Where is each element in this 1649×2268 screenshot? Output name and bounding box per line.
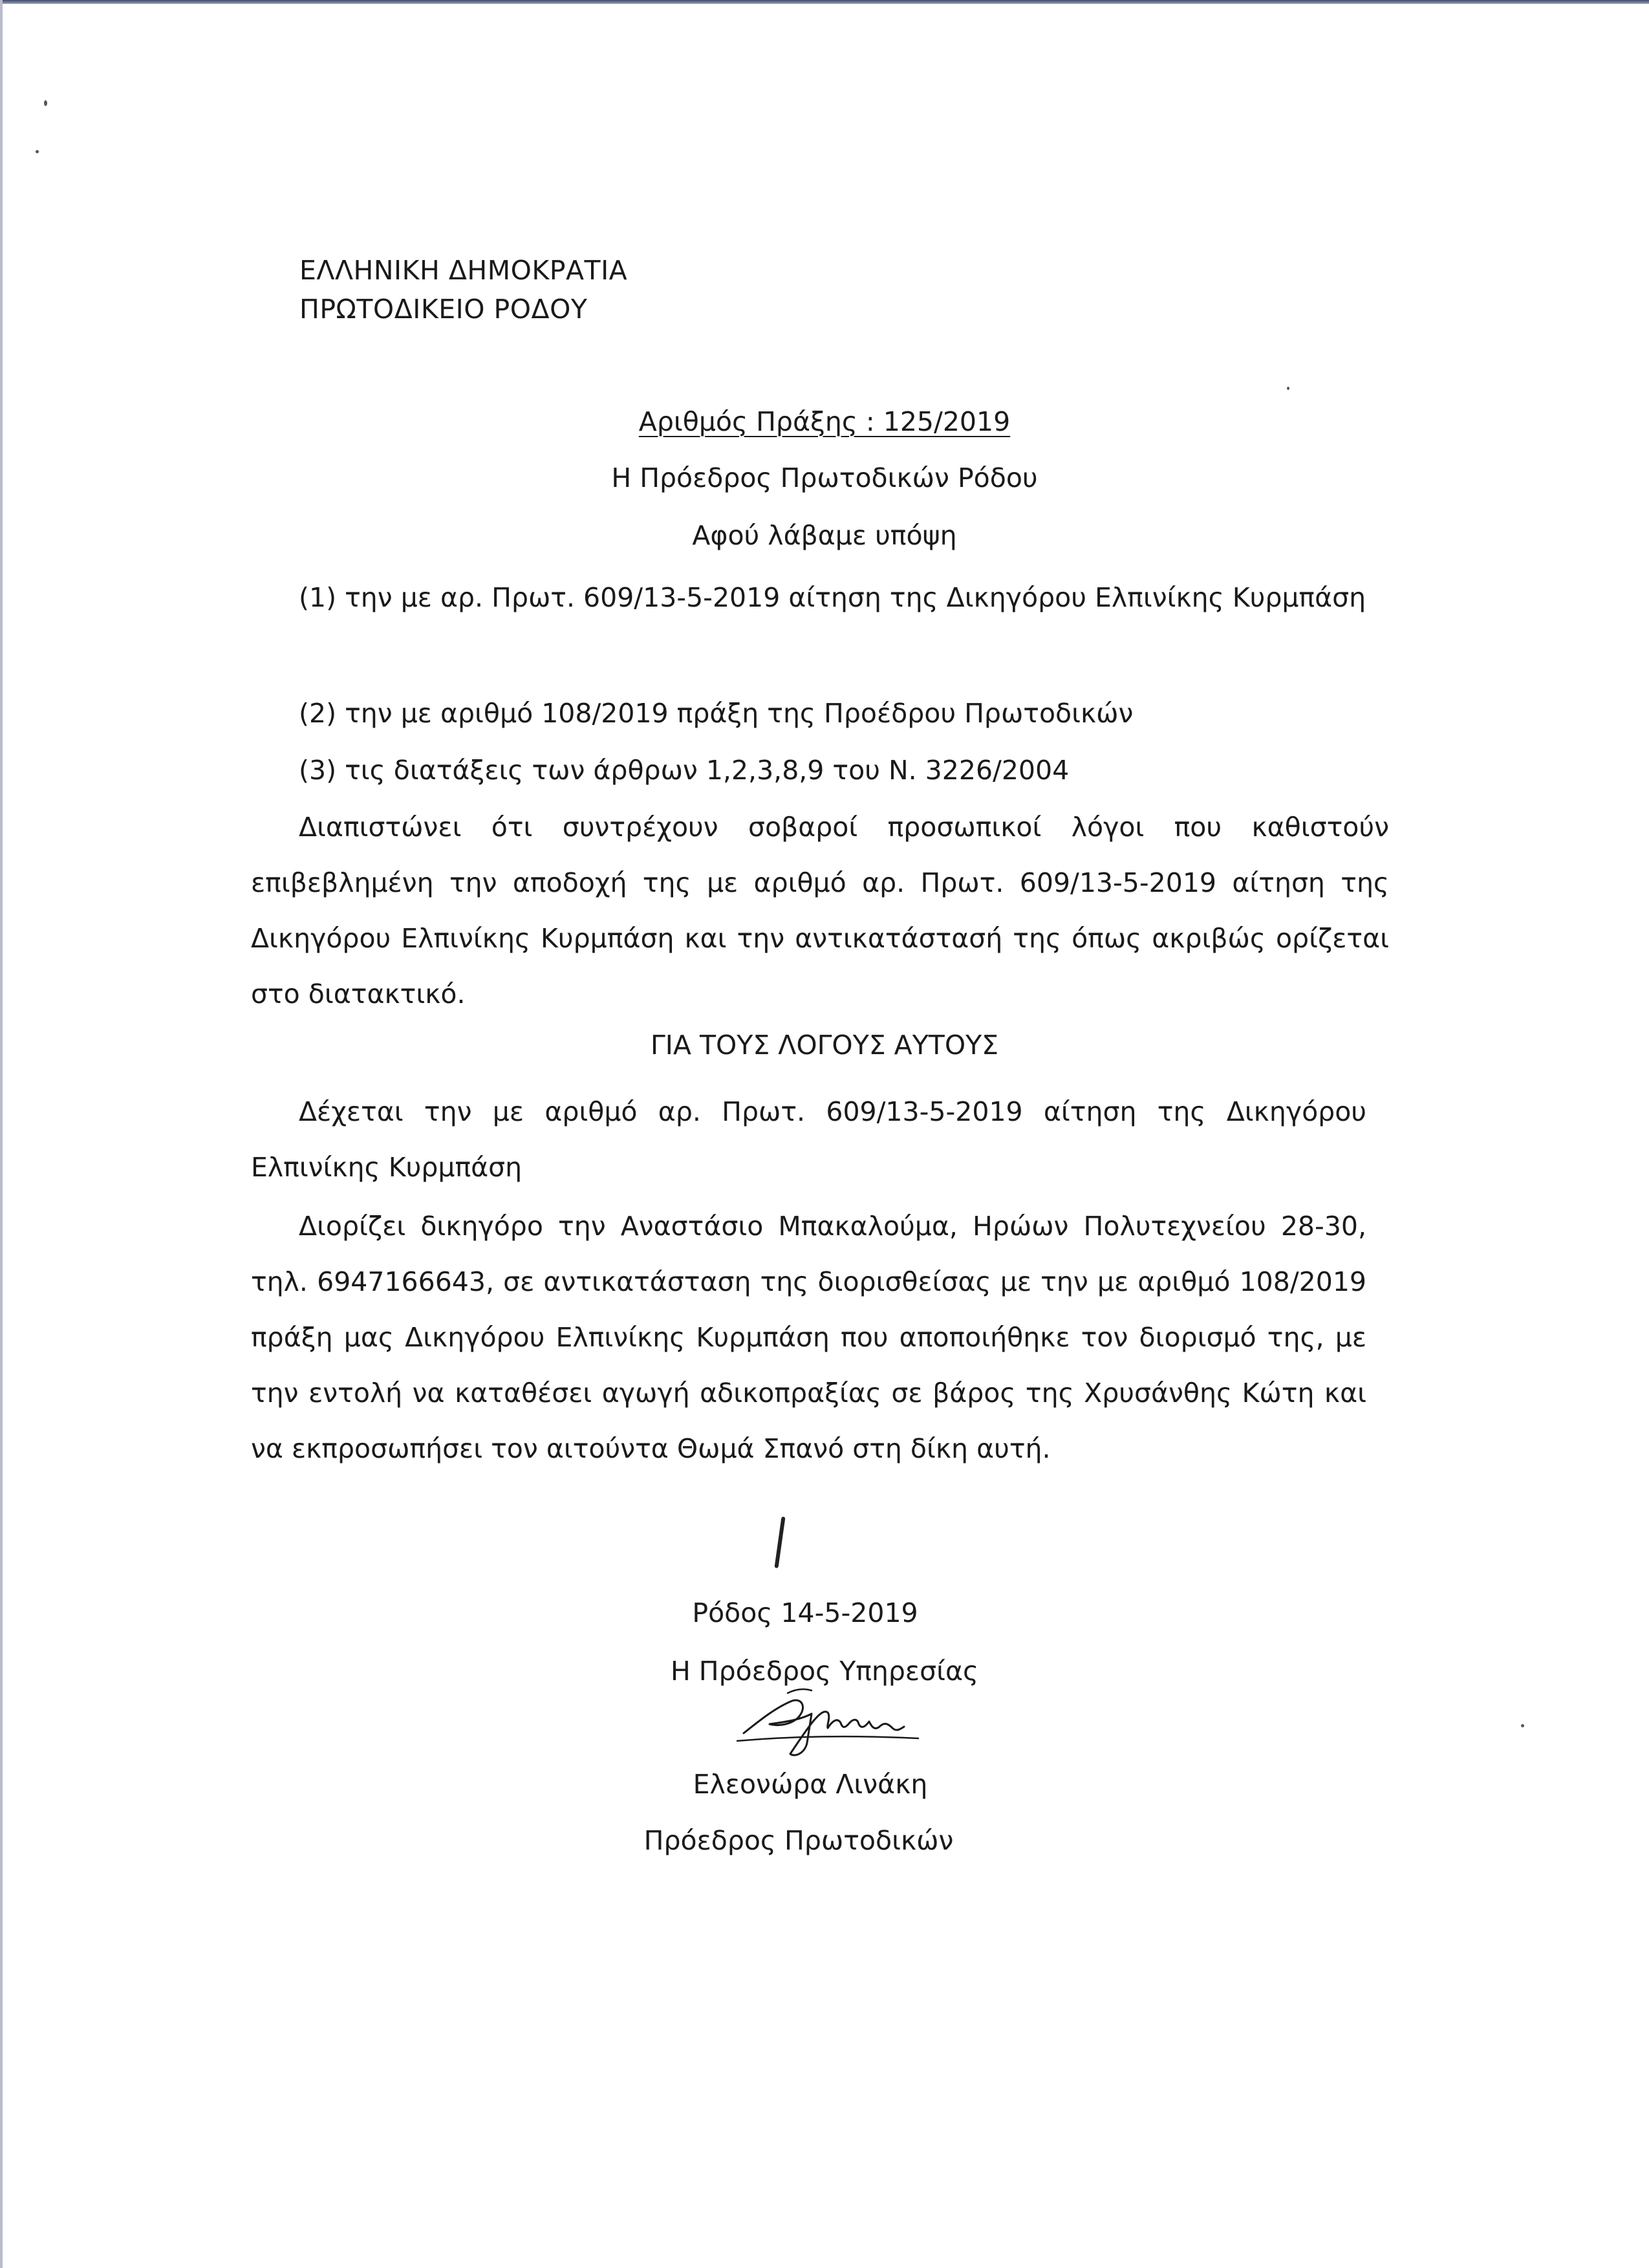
- president-title: Η Πρόεδρος Πρωτοδικών Ρόδου: [611, 462, 1038, 493]
- signer-name: Ελεονώρα Λινάκη: [693, 1769, 928, 1800]
- appoints-text: Διορίζει δικηγόρο την Αναστάσιο Μπακαλούμα, Ηρώων Πολυτεχνείου 28-30, τηλ. 6947166643, σε αντικατάσταση της διορισθείσας με την με αριθμό 108/2019 πράξη μας Δικηγόρου Ελπινίκης Κυρμπάση που αποποιήθηκε τον διορισμό της, με την εντολή να καταθέσει αγωγή αδικοπραξίας σε βάρος της Χρυσάνθης Κώτη και να εκπροσωπήσει τον αιτούντα Θωμά Σπανό στη δίκη αυτή.: [251, 1211, 1366, 1464]
- handwritten-mark: [774, 1517, 785, 1568]
- handwritten-signature: [731, 1681, 925, 1766]
- finding-text: Διαπιστώνει ότι συντρέχουν σοβαροί προσωπικοί λόγοι που καθιστούν επιβεβλημένη την αποδοχή της με αριθμό αρ. Πρωτ. 609/13-5-2019 αίτηση της Δικηγόρου Ελπινίκης Κυρμπάση και την αντικατάστασή της όπως ακριβώς ορίζεται στο διατακτικό.: [251, 812, 1389, 1010]
- appoints-paragraph: [251, 1198, 1366, 1476]
- act-number-text: Αριθμός Πράξης : 125/2019: [638, 406, 1011, 437]
- act-number: [0, 406, 1649, 437]
- finding-paragraph: [251, 799, 1389, 1022]
- header-republic: ΕΛΛΗΝΙΚΗ ΔΗΜΟΚΡΑΤΙΑ: [299, 255, 628, 286]
- considering-heading: Αφού λάβαμε υπόψη: [692, 520, 957, 551]
- document-header: [299, 251, 627, 329]
- considered-item-2: [251, 686, 1389, 741]
- header-court: ΠΡΩΤΟΔΙΚΕΙΟ ΡΟΔΟΥ: [299, 294, 588, 325]
- place-date: Ρόδος 14-5-2019: [692, 1597, 918, 1628]
- signer-title: Πρόεδρος Πρωτοδικών: [643, 1825, 954, 1856]
- considered-item-3: [251, 742, 1389, 798]
- accepts-text: Δέχεται την με αριθμό αρ. Πρωτ. 609/13-5-2019 αίτηση της Δικηγόρου Ελπινίκης Κυρμπάση: [251, 1096, 1366, 1183]
- considered-item-1-text: (1) την με αρ. Πρωτ. 609/13-5-2019 αίτηση της Δικηγόρου Ελπινίκης Κυρμπάση: [299, 582, 1366, 613]
- reasons-heading: ΓΙΑ ΤΟΥΣ ΛΟΓΟΥΣ ΑΥΤΟΥΣ: [650, 1030, 999, 1061]
- considered-item-3-text: (3) τις διατάξεις των άρθρων 1,2,3,8,9 του Ν. 3226/2004: [299, 755, 1070, 786]
- accepts-paragraph: [251, 1084, 1366, 1195]
- considered-item-2-text: (2) την με αριθμό 108/2019 πράξη της Προέδρου Πρωτοδικών: [299, 698, 1134, 729]
- considered-item-1: [251, 570, 1389, 625]
- service-president-label: Η Πρόεδρος Υπηρεσίας: [670, 1656, 979, 1687]
